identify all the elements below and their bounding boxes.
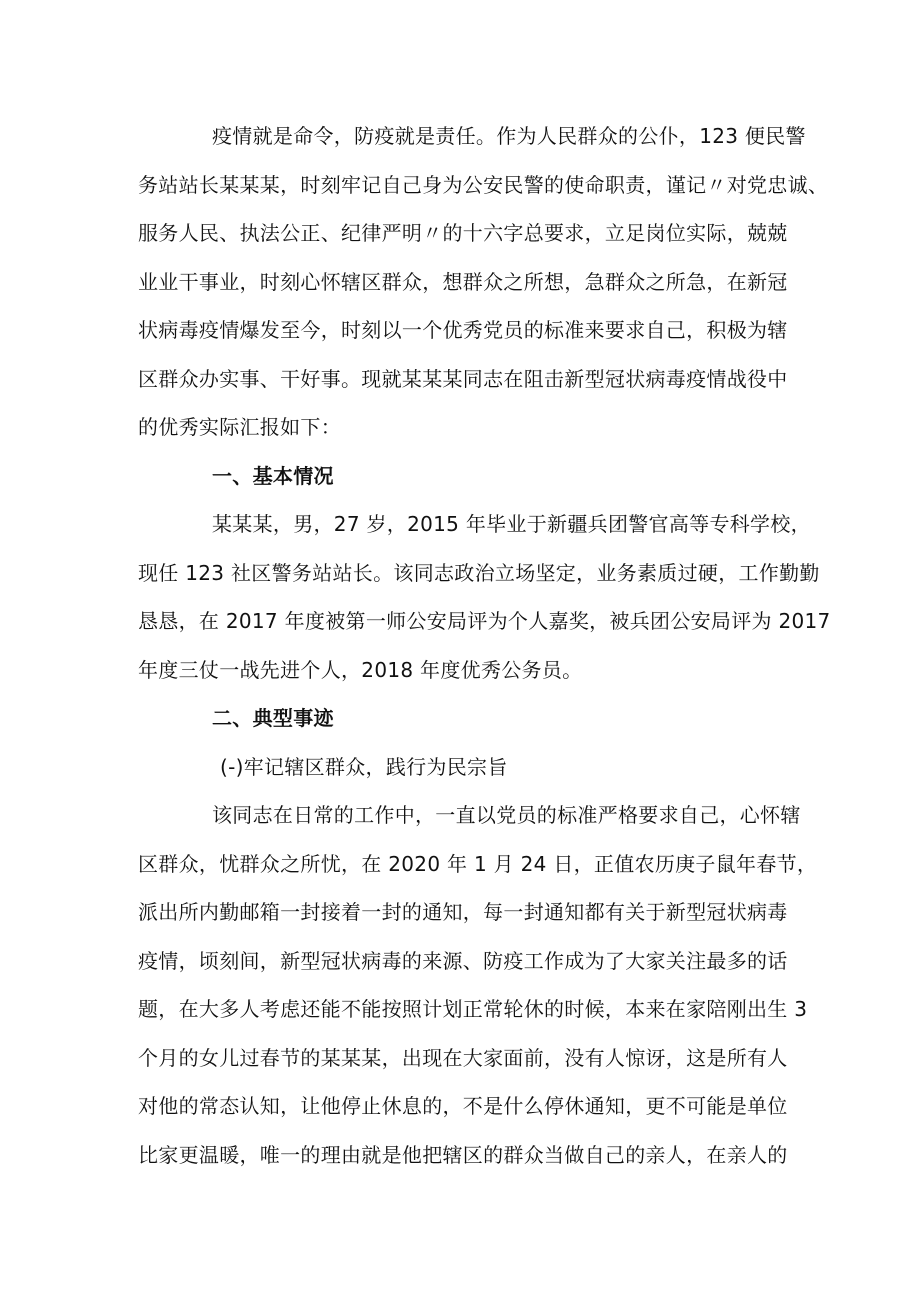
paragraph-line: 某某某，男，27 岁，2015 年毕业于新疆兵团警官高等专科学校， xyxy=(212,512,811,536)
paragraph-line: 个月的女儿过春节的某某某，出现在大家面前，没有人惊讶，这是所有人 xyxy=(138,1045,788,1070)
paragraph-line: 比家更温暖，唯一的理由就是他把辖区的群众当做自己的亲人，在亲人的 xyxy=(138,1142,788,1167)
paragraph-line: 疫情就是命令，防疫就是责任。作为人民群众的公仆，123 便民警 xyxy=(212,124,806,148)
paragraph-line: 服务人民、执法公正、纪律严明〃的十六字总要求，立足岗位实际，兢兢 xyxy=(138,221,788,245)
paragraph-line: 现任 123 社区警务站站长。该同志政治立场坚定，业务素质过硬，工作勤勤 xyxy=(138,560,820,585)
paragraph-line: 状病毒疫情爆发至今，时刻以一个优秀党员的标准来要求自己，积极为辖 xyxy=(138,318,788,342)
section-heading: 二、典型事迹 xyxy=(212,706,334,730)
paragraph-line: 题，在大多人考虑还能不能按照计划正常轮休的时候，本来在家陪刚出生 3 xyxy=(138,997,808,1021)
section-heading: 一、基本情况 xyxy=(212,463,334,488)
document-body xyxy=(138,112,831,1179)
paragraph-line: 疫情，顷刻间，新型冠状病毒的来源、防疫工作成为了大家关注最多的话 xyxy=(138,948,788,973)
paragraph-line: 该同志在日常的工作中，一直以党员的标准严格要求自己，心怀辖 xyxy=(212,803,801,827)
paragraph-line: 对他的常态认知，让他停止休息的，不是什么停休通知，更不可能是单位 xyxy=(138,1094,788,1118)
paragraph-line: 区群众，忧群众之所忧，在 2020 年 1 月 24 日，正值农历庚子鼠年春节， xyxy=(138,851,818,876)
paragraph-line: 区群众办实事、干好事。现就某某某同志在阻击新型冠状病毒疫情战役中 xyxy=(138,366,788,391)
paragraph-line: 恳恳，在 2017 年度被第一师公安局评为个人嘉奖，被兵团公安局评为 2017 xyxy=(138,609,831,633)
paragraph-line: 业业干事业，时刻心怀辖区群众，想群众之所想，急群众之所急，在新冠 xyxy=(138,269,788,294)
paragraph-line: 务站站长某某某，时刻牢记自己身为公安民警的使命职责，谨记〃对党忠诚、 xyxy=(138,172,829,197)
paragraph-line: 的优秀实际汇报如下： xyxy=(138,415,341,439)
subsection-heading: (-)牢记辖区群众，践行为民宗旨 xyxy=(220,754,508,779)
paragraph-line: 派出所内勤邮箱一封接着一封的通知，每一封通知都有关于新型冠状病毒 xyxy=(138,900,788,924)
paragraph-line: 年度三仗一战先进个人，2018 年度优秀公务员。 xyxy=(138,657,583,682)
